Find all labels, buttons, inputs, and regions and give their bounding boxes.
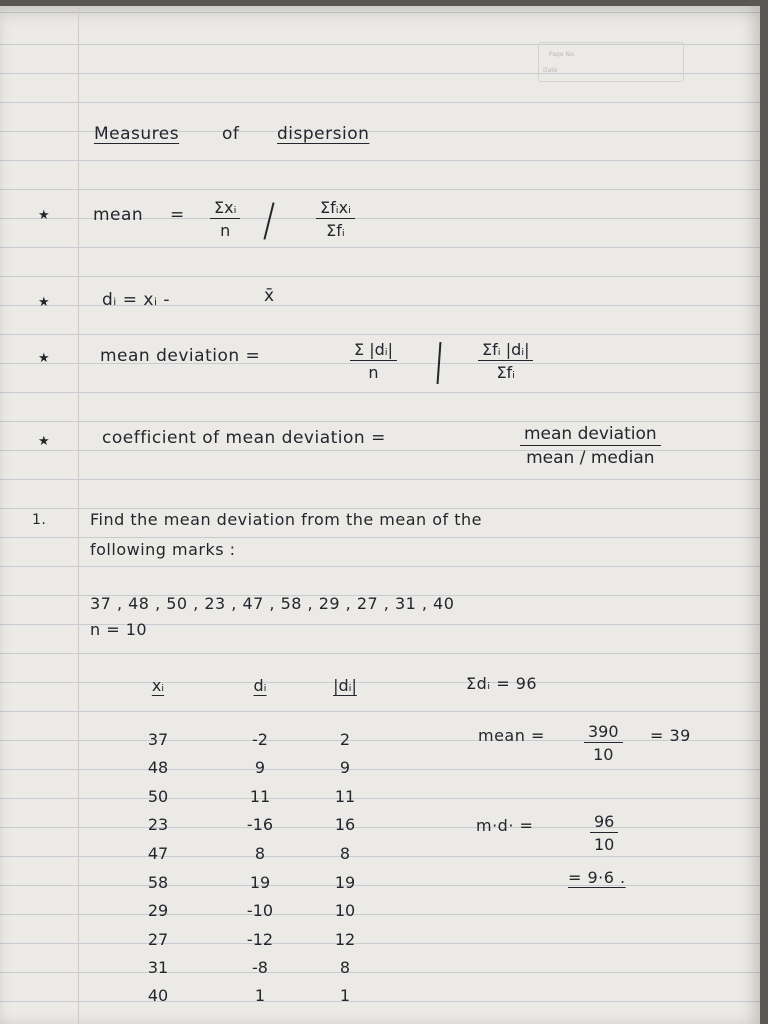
- sample-size: n = 10: [90, 620, 148, 639]
- cell-xi: 48: [147, 758, 169, 777]
- data-values: 37 , 48 , 50 , 23 , 47 , 58 , 29 , 27 , 31 , 40: [90, 594, 455, 613]
- cell-abs-di: 8: [339, 844, 351, 863]
- cell-xi: 50: [147, 787, 169, 806]
- md-calc-numerator: 96: [590, 812, 618, 833]
- cell-xi: 37: [147, 730, 169, 749]
- problem-number: 1.: [32, 512, 47, 528]
- mean-equals: =: [170, 205, 185, 225]
- mean-calc-denominator: 10: [593, 745, 614, 764]
- cell-xi: 29: [147, 901, 169, 920]
- cell-di: 19: [249, 873, 271, 892]
- mean-denominator-ungrouped: n: [220, 221, 231, 240]
- deviation-expression: dᵢ = xᵢ -: [102, 290, 171, 310]
- problem-line-1: Find the mean deviation from the mean of the: [90, 510, 483, 529]
- md-numerator-ungrouped: Σ |dᵢ|: [350, 340, 397, 361]
- header-xi: xᵢ: [151, 676, 165, 695]
- header-abs-di: |dᵢ|: [333, 676, 357, 695]
- mean-label: mean: [93, 205, 144, 225]
- title-word-of: of: [222, 124, 240, 144]
- cell-abs-di: 9: [339, 758, 351, 777]
- cell-di: -12: [246, 930, 274, 949]
- cell-xi: 31: [147, 958, 169, 977]
- star-bullet-icon: ★: [38, 351, 50, 366]
- mean-denominator-grouped: Σfᵢ: [326, 221, 345, 240]
- coefficient-numerator: mean deviation: [520, 424, 661, 446]
- cell-abs-di: 16: [334, 815, 356, 834]
- md-denominator-grouped: Σfᵢ: [496, 363, 516, 382]
- title-word-dispersion: dispersion: [277, 124, 370, 144]
- md-denominator-ungrouped: n: [368, 363, 379, 382]
- md-calc-fraction: [590, 812, 618, 854]
- md-calc-denominator: 10: [594, 835, 615, 854]
- star-bullet-icon: ★: [38, 295, 50, 310]
- page-number-box: [538, 42, 684, 82]
- star-bullet-icon: ★: [38, 208, 50, 223]
- title-word-measures: Measures: [94, 124, 180, 144]
- cell-di: -10: [246, 901, 274, 920]
- separator-slash: [263, 202, 274, 239]
- notebook-page: [0, 6, 760, 1024]
- separator-bar: [437, 342, 442, 384]
- cell-di: -2: [252, 730, 268, 749]
- star-bullet-icon: ★: [38, 434, 50, 449]
- mean-numerator-grouped: Σfᵢxᵢ: [316, 198, 355, 219]
- md-numerator-grouped: Σfᵢ |dᵢ|: [478, 340, 533, 361]
- mean-deviation-label: mean deviation =: [100, 346, 261, 366]
- cell-di: 1: [254, 986, 266, 1005]
- cell-abs-di: 2: [339, 730, 351, 749]
- header-di: dᵢ: [253, 676, 267, 695]
- cell-xi: 27: [147, 930, 169, 949]
- cell-xi: 40: [147, 986, 169, 1005]
- cell-di: 8: [254, 844, 266, 863]
- cell-abs-di: 10: [334, 901, 356, 920]
- md-fraction-grouped: [478, 340, 533, 382]
- cell-abs-di: 11: [334, 787, 356, 806]
- margin-line: [78, 6, 79, 1024]
- cell-xi: 47: [147, 844, 169, 863]
- cell-xi: 58: [147, 873, 169, 892]
- cell-di: 11: [249, 787, 271, 806]
- cell-abs-di: 8: [339, 958, 351, 977]
- mean-calc-fraction: [584, 722, 623, 764]
- cell-abs-di: 19: [334, 873, 356, 892]
- cell-di: -16: [246, 815, 274, 834]
- mean-fraction-grouped: [316, 198, 355, 240]
- md-calc-result: = 9·6 .: [568, 868, 626, 887]
- problem-line-2: following marks :: [90, 540, 236, 559]
- mean-fraction-ungrouped: [210, 198, 240, 240]
- mean-calc-result: = 39: [650, 726, 691, 745]
- page-no-label: Page No.: [549, 51, 576, 58]
- md-fraction-ungrouped: [350, 340, 397, 382]
- cell-abs-di: 12: [334, 930, 356, 949]
- coefficient-fraction: [520, 424, 661, 468]
- coefficient-label: coefficient of mean deviation =: [102, 428, 386, 448]
- coefficient-denominator: mean / median: [526, 448, 655, 468]
- cell-abs-di: 1: [339, 986, 351, 1005]
- date-label: Date: [543, 67, 558, 74]
- x-bar-symbol: x̄: [264, 286, 275, 306]
- md-calc-label: m·d· =: [476, 816, 534, 835]
- mean-calc-numerator: 390: [584, 722, 623, 743]
- sum-di: Σdᵢ = 96: [466, 674, 538, 693]
- cell-xi: 23: [147, 815, 169, 834]
- mean-calc-label: mean =: [478, 726, 545, 745]
- cell-di: -8: [252, 958, 268, 977]
- mean-numerator-ungrouped: Σxᵢ: [210, 198, 240, 219]
- cell-di: 9: [254, 758, 266, 777]
